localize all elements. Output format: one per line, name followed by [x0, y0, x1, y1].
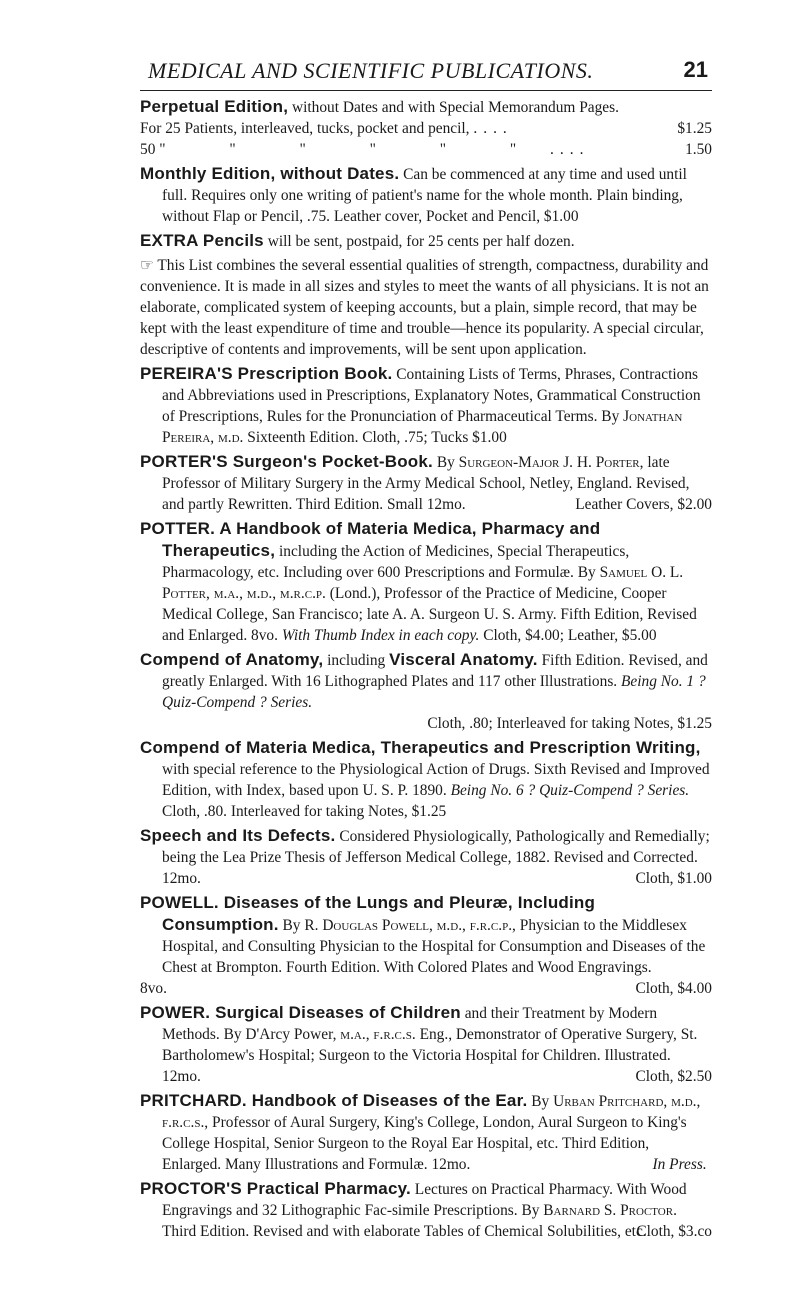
- entry-heading: POWER. Surgical Diseases of Children: [140, 1003, 461, 1022]
- entry-author: Barnard S. Proctor.: [543, 1202, 677, 1219]
- entry-author: Jonathan Pereira, m.d.: [162, 408, 683, 446]
- entry-text: Third Edition. Revised and with elaborate Tables of Chemical Solubilities, etc.: [162, 1223, 647, 1240]
- price: Cloth, .80. Interleaved for taking Notes, $1.25: [162, 803, 447, 820]
- entry-text: Professor of Aural Surgery, King's College, London, Aural Surgeon to King's College Hospital, Senior Surgeon to the Royal Ear Hospital, etc. Third Edition, Enlarged. Many Illustrations and Formulæ. 12mo.: [162, 1114, 687, 1173]
- price: 1.50: [685, 141, 712, 158]
- entry-perpetual-edition: [140, 96, 712, 160]
- entry-powell: [140, 892, 712, 999]
- price: Cloth, $3.co: [636, 1223, 712, 1240]
- price-row-label: 50: [140, 141, 156, 158]
- price: Leather Covers, $2.00: [575, 496, 712, 513]
- price: Cloth, $4.00; Leather, $5.00: [483, 627, 657, 644]
- entry-heading: PROCTOR'S Practical Pharmacy.: [140, 1179, 411, 1198]
- ditto-marks: " " " " " ": [159, 141, 547, 158]
- entry-italic-note: In Press.: [652, 1156, 707, 1173]
- entry-heading: Compend of Materia Medica, Therapeutics and Prescription Writing,: [140, 738, 701, 757]
- entry-text: Fifth Edition. Revised, and greatly Enlarged. With 16 Lithographed Plates and 117 other Illustrations.: [162, 652, 708, 690]
- entry-compend-anatomy: [140, 649, 712, 734]
- price: $1.25: [677, 120, 712, 137]
- entry-monthly-edition: [140, 163, 712, 227]
- entry-proctor: [140, 1178, 712, 1242]
- entry-text: with special reference to the Physiological Action of Drugs. Sixth Revised and Improved Edition, with Index, based upon U. S. P. 1890.: [162, 761, 710, 799]
- leader-dots: ....: [473, 120, 513, 137]
- page-number: 21: [683, 57, 708, 82]
- entry-heading: EXTRA Pencils: [140, 231, 264, 250]
- entry-text: and their Treatment by Modern Methods. By D'Arcy Power,: [162, 1005, 658, 1043]
- entry-text: Eng., Demonstrator of Operative Surgery, St. Bartholomew's Hospital; Surgeon to the Victoria Hospital for Children. Illustrated. 12mo.: [162, 1026, 698, 1085]
- entry-porter: [140, 451, 712, 515]
- entry-heading: POTTER. A Handbook of Materia Medica, Pharmacy and Therapeutics,: [140, 519, 601, 560]
- entry-italic-note: Being No. 1 ? Quiz-Compend ? Series.: [162, 673, 706, 711]
- entry-author: R. Douglas Powell, m.d., f.r.c.p.,: [304, 917, 516, 934]
- price-row-label: For 25 Patients, interleaved, tucks, pocket and pencil,: [140, 120, 470, 137]
- entry-speech-defects: [140, 825, 712, 889]
- entry-italic-note: With Thumb Index in each copy.: [281, 627, 480, 644]
- entry-heading: Speech and Its Defects.: [140, 826, 336, 845]
- entry-heading: Perpetual Edition,: [140, 97, 289, 116]
- entry-text: Lectures on Practical Pharmacy. With Wood Engravings and 32 Lithographic Fac-simile Prescriptions. By: [162, 1181, 687, 1219]
- entry-author: Urban Pritchard, m.d., f.r.c.s.,: [162, 1093, 701, 1131]
- notice-text: This List combines the several essential qualities of strength, compactness, durability and convenience. It is made in all sizes and styles to meet the wants of all physicians. It is not an elaborate, complicated system of keeping accounts, but a plain, simple record, that may be kept with the least expenditure of time and trouble—hence its popularity. A special circular, descriptive of contents and improvements, will be sent upon application.: [140, 257, 709, 358]
- entry-text: Containing Lists of Terms, Phrases, Contractions and Abbreviations used in Prescriptions, Explanatory Notes, Grammatical Construction of Prescriptions, Rules for the Pronunciation of Pharmaceutical Terms. By: [162, 366, 701, 425]
- price-row: [140, 118, 712, 139]
- entry-author: Samuel O. L. Potter, m.a., m.d., m.r.c.p.: [162, 564, 684, 602]
- entry-format: 8vo.: [140, 980, 167, 997]
- entry-text: without Dates and with Special Memorandum Pages.: [291, 99, 619, 116]
- entry-compend-materia-medica: [140, 737, 712, 822]
- entry-heading: POWELL. Diseases of the Lungs and Pleuræ, Including Consumption.: [140, 893, 596, 934]
- entry-text: will be sent, postpaid, for 25 cents per half dozen.: [267, 233, 575, 250]
- notice-paragraph: [140, 255, 712, 360]
- catalog-body: [140, 96, 712, 1245]
- entry-text: Considered Physiologically, Pathologically and Remedially; being the Lea Prize Thesis of Jefferson Medical College, 1882. Revised and Corrected. 12mo.: [162, 828, 710, 887]
- price-row: [140, 139, 712, 160]
- pointing-hand-icon: ☞: [140, 257, 154, 274]
- entry-by: By: [436, 454, 455, 471]
- entry-author: Surgeon-Major J. H. Porter,: [458, 454, 644, 471]
- entry-pereira: [140, 363, 712, 448]
- format-price-row: [140, 978, 712, 999]
- entry-text: including the Action of Medicines, Special Therapeutics, Pharmacology, etc. Including over 600 Prescriptions and Formulæ. By: [162, 543, 630, 581]
- leader-dots: ....: [550, 141, 590, 158]
- entry-by: By: [282, 917, 301, 934]
- entry-heading: Compend of Anatomy,: [140, 650, 324, 669]
- entry-power: [140, 1002, 712, 1087]
- entry-heading: PEREIRA'S Prescription Book.: [140, 364, 393, 383]
- entry-heading: Monthly Edition, without Dates.: [140, 164, 400, 183]
- entry-text: late Professor of Military Surgery in the Army Medical School, Netley, England. Revised, and partly Rewritten. Third Edition. Small 12mo.: [162, 454, 690, 513]
- entry-potter-handbook: [140, 518, 712, 646]
- entry-italic-note: Being No. 6 ? Quiz-Compend ? Series.: [450, 782, 690, 799]
- entry-by: By: [531, 1093, 550, 1110]
- entry-text-tail: Sixteenth Edition. Cloth, .75; Tucks $1.00: [247, 429, 507, 446]
- entry-text: (Lond.), Professor of the Practice of Medicine, Cooper Medical College, San Francisco; late A. A. Surgeon U. S. Army. Fifth Edition, Revised and Enlarged. 8vo.: [162, 585, 697, 644]
- price: Cloth, $4.00: [635, 980, 712, 997]
- entry-extra-pencils: [140, 230, 712, 252]
- page-header-title: MEDICAL AND SCIENTIFIC PUBLICATIONS.: [148, 58, 594, 83]
- entry-text: Can be commenced at any time and used until full. Requires only one writing of patient's name for the whole month. Plain binding, without Flap or Pencil, .75. Leather cover, Pocket and Pencil, $1.00: [162, 166, 687, 225]
- entry-pritchard: [140, 1090, 712, 1175]
- price: Cloth, .80; Interleaved for taking Notes, $1.25: [427, 715, 712, 732]
- entry-heading: PRITCHARD. Handbook of Diseases of the Ear.: [140, 1091, 528, 1110]
- price: Cloth, $2.50: [635, 1068, 712, 1085]
- entry-heading-continued: Visceral Anatomy.: [389, 650, 538, 669]
- entry-heading: PORTER'S Surgeon's Pocket-Book.: [140, 452, 433, 471]
- price: Cloth, $1.00: [635, 870, 712, 887]
- entry-author: m.a., f.r.c.s.: [340, 1026, 416, 1043]
- running-header: [140, 56, 712, 91]
- entry-heading-connector: including: [327, 652, 386, 669]
- entry-text: Physician to the Middlesex Hospital, and Consulting Physician to the Hospital for Consumption and Diseases of the Chest at Brompton. Fourth Edition. With Colored Plates and Wood Engravings.: [162, 917, 706, 976]
